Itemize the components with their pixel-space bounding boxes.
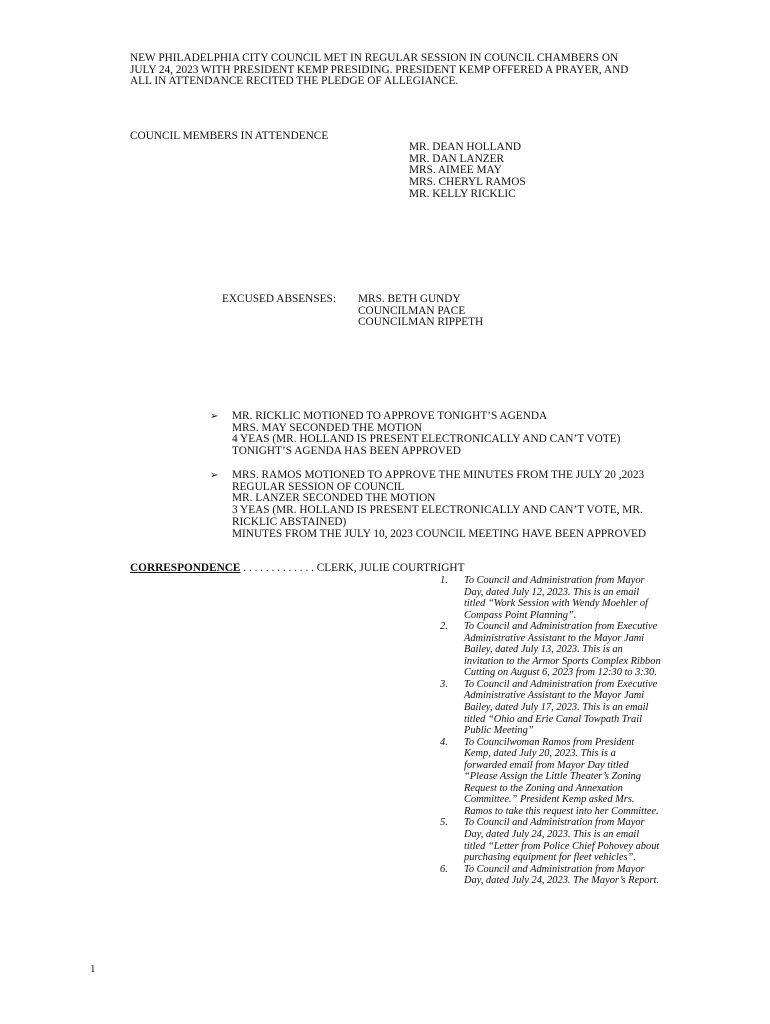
motion-line: RICKLIC ABSTAINED) xyxy=(232,515,347,528)
members-label: COUNCIL MEMBERS IN ATTENDENCE xyxy=(130,130,329,142)
motion-line: MRS. RAMOS MOTIONED TO APPROVE THE MINUTES FROM THE JULY 20 ,2023 xyxy=(232,469,645,481)
item-line: titled “Letter from Police Chief Pohovey about xyxy=(464,840,660,852)
item-line: titled “Ohio and Erie Canal Towpath Trail xyxy=(464,713,643,725)
item-line: To Council and Administration from Executive xyxy=(464,678,658,690)
item-line: To Council and Administration from Mayor xyxy=(464,863,645,875)
item-line: To Council and Administration from Mayor xyxy=(464,817,645,829)
excused-name: COUNCILMAN RIPPETH xyxy=(358,316,484,329)
item-line: invitation to the Armor Sports Complex Ribbon xyxy=(464,655,661,667)
item-line: forwarded email from Mayor Day titled xyxy=(464,759,629,771)
member-name: MRS. CHERYL RAMOS xyxy=(409,176,526,189)
correspondence-item xyxy=(440,621,715,679)
member-name: MR. DEAN HOLLAND xyxy=(409,141,522,153)
correspondence-item xyxy=(440,817,715,863)
arrow-bullet-icon: ➢ xyxy=(210,470,219,481)
motion-line: TONIGHT’S AGENDA HAS BEEN APPROVED xyxy=(232,445,461,458)
page-number: 1 xyxy=(90,963,96,975)
item-line: To Council and Administration from Executive xyxy=(464,621,658,633)
member-name: MR. DAN LANZER xyxy=(409,152,505,165)
session-heading xyxy=(130,53,710,88)
correspondence-item xyxy=(440,864,715,887)
motion-line: 4 YEAS (MR. HOLLAND IS PRESENT ELECTRONICALLY AND CAN’T VOTE) xyxy=(232,433,621,446)
item-number: 5. xyxy=(440,817,448,829)
item-line: Compass Point Planning”. xyxy=(464,609,577,621)
item-line: Request to the Zoning and Annexation xyxy=(464,782,623,794)
correspondence-heading xyxy=(130,563,465,575)
correspondence-item xyxy=(440,737,715,818)
motion-line: MINUTES FROM THE JULY 10, 2023 COUNCIL MEETING HAVE BEEN APPROVED xyxy=(232,527,647,540)
item-line: “Please Assign the Little Theater’s Zoning xyxy=(464,771,641,783)
item-number: 6. xyxy=(440,863,448,875)
correspondence-item xyxy=(440,679,715,737)
excused-list xyxy=(358,294,483,329)
item-number: 1. xyxy=(440,575,448,586)
item-line: titled “Work Session with Wendy Moehler of xyxy=(464,598,648,610)
clerk-name: CLERK, JULIE COURTRIGHT xyxy=(316,562,465,574)
item-number: 3. xyxy=(440,678,448,690)
item-line: Public Meeting” xyxy=(464,725,534,737)
heading-line: ALL IN ATTENDANCE RECITED THE PLEDGE OF ALLEGIANCE. xyxy=(130,75,459,88)
item-line: Ramos to take this request into her Committee. xyxy=(464,805,659,817)
motion-line: REGULAR SESSION OF COUNCIL xyxy=(232,480,405,493)
motion-line: MRS. MAY SECONDED THE MOTION xyxy=(232,421,423,434)
item-line: Administrative Assistant to the Mayor Jami xyxy=(464,632,645,644)
member-name: MRS. AIMEE MAY xyxy=(409,164,502,177)
item-line: Bailey, dated July 13, 2023. This is an xyxy=(464,644,623,656)
correspondence-list xyxy=(440,575,715,887)
heading-line: JULY 24, 2023 WITH PRESIDENT KEMP PRESIDING. PRESIDENT KEMP OFFERED A PRAYER, AND xyxy=(130,63,629,76)
motion-line: MR. LANZER SECONDED THE MOTION xyxy=(232,492,436,505)
item-line: purchasing equipment for fleet vehicles”. xyxy=(464,852,636,864)
members-list xyxy=(409,142,526,201)
excused-name: COUNCILMAN PACE xyxy=(358,304,466,317)
item-line: Administrative Assistant to the Mayor Jami xyxy=(464,690,645,702)
item-number: 4. xyxy=(440,736,448,748)
item-line: Kemp, dated July 20, 2023. This is a xyxy=(464,748,616,760)
item-line: Cutting on August 6, 2023 from 12:30 to 3:30. xyxy=(464,667,657,679)
dot-leader: . . . . . . . . . . . . . xyxy=(240,562,317,574)
heading-line: NEW PHILADELPHIA CITY COUNCIL MET IN REGULAR SESSION IN COUNCIL CHAMBERS ON xyxy=(130,52,619,64)
correspondence-label: CORRESPONDENCE xyxy=(130,562,241,574)
item-line: To Council and Administration from Mayor xyxy=(464,575,645,586)
excused-label: EXCUSED ABSENSES: xyxy=(222,293,336,305)
item-line: Day, dated July 24, 2023. The Mayor’s Report. xyxy=(464,875,659,887)
item-line: Committee.” President Kemp asked Mrs. xyxy=(464,794,635,806)
item-line: Bailey, dated July 17, 2023. This is an email xyxy=(464,702,649,714)
excused-name: MRS. BETH GUNDY xyxy=(358,293,461,305)
correspondence-item xyxy=(440,575,715,621)
item-line: Day, dated July 12, 2023. This is an email xyxy=(464,586,640,598)
arrow-bullet-icon: ➢ xyxy=(210,411,219,422)
motion-line: 3 YEAS (MR. HOLLAND IS PRESENT ELECTRONICALLY AND CAN’T VOTE, MR. xyxy=(232,504,643,517)
item-line: To Councilwoman Ramos from President xyxy=(464,736,635,748)
member-name: MR. KELLY RICKLIC xyxy=(409,187,516,200)
motion-line: MR. RICKLIC MOTIONED TO APPROVE TONIGHT’S AGENDA xyxy=(232,410,548,422)
item-line: Day, dated July 24, 2023. This is an email xyxy=(464,829,640,841)
item-number: 2. xyxy=(440,621,448,633)
